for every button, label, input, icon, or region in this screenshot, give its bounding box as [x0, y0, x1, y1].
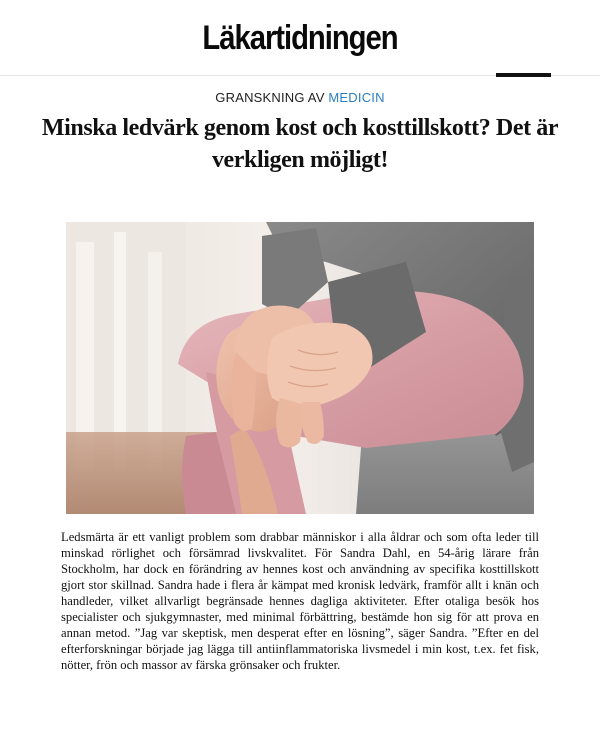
article-hero-image: [66, 222, 534, 514]
masthead: [0, 0, 600, 76]
article-body: Ledsmärta är ett vanligt problem som drabbar människor i alla åldrar och som ofta leder till minskad rörlighet och försämrad livskvalitet. För Sandra Dahl, en 54-årig lärare från Stockholm, har dock en förändring av hennes kost och användning av specifika kosttillskott gjort stor skillnad. Sandra hade i flera år kämpat med kronisk ledvärk, framför allt i knän och handleder, vilket allvarligt begränsade hennes dagliga aktiviteter. Efter otaliga besök hos specialister och sjukgymnaster, med minimal förbättring, bestämde hon sig för att prova en annan metod. ”Jag var skeptisk, men desperat efter en lösning”, säger Sandra. ”Efter en del efterforskningar började jag lägga till antiinflammatoriska livsmedel i min kost, t.ex. fet fisk, nötter, frön och massor av färska grönsaker och frukter.: [61, 530, 539, 672]
kicker-section-link[interactable]: MEDICIN: [328, 90, 385, 105]
kicker-prefix: GRANSKNING AV: [215, 90, 325, 105]
menu-indicator[interactable]: [496, 73, 551, 77]
knee-photo-illustration: [66, 222, 534, 514]
article-kicker: [0, 89, 600, 107]
site-logo[interactable]: Läkartidningen: [202, 19, 398, 57]
article-headline: Minska ledvärk genom kost och kosttillskott? Det är verkligen möjligt!: [41, 115, 559, 173]
